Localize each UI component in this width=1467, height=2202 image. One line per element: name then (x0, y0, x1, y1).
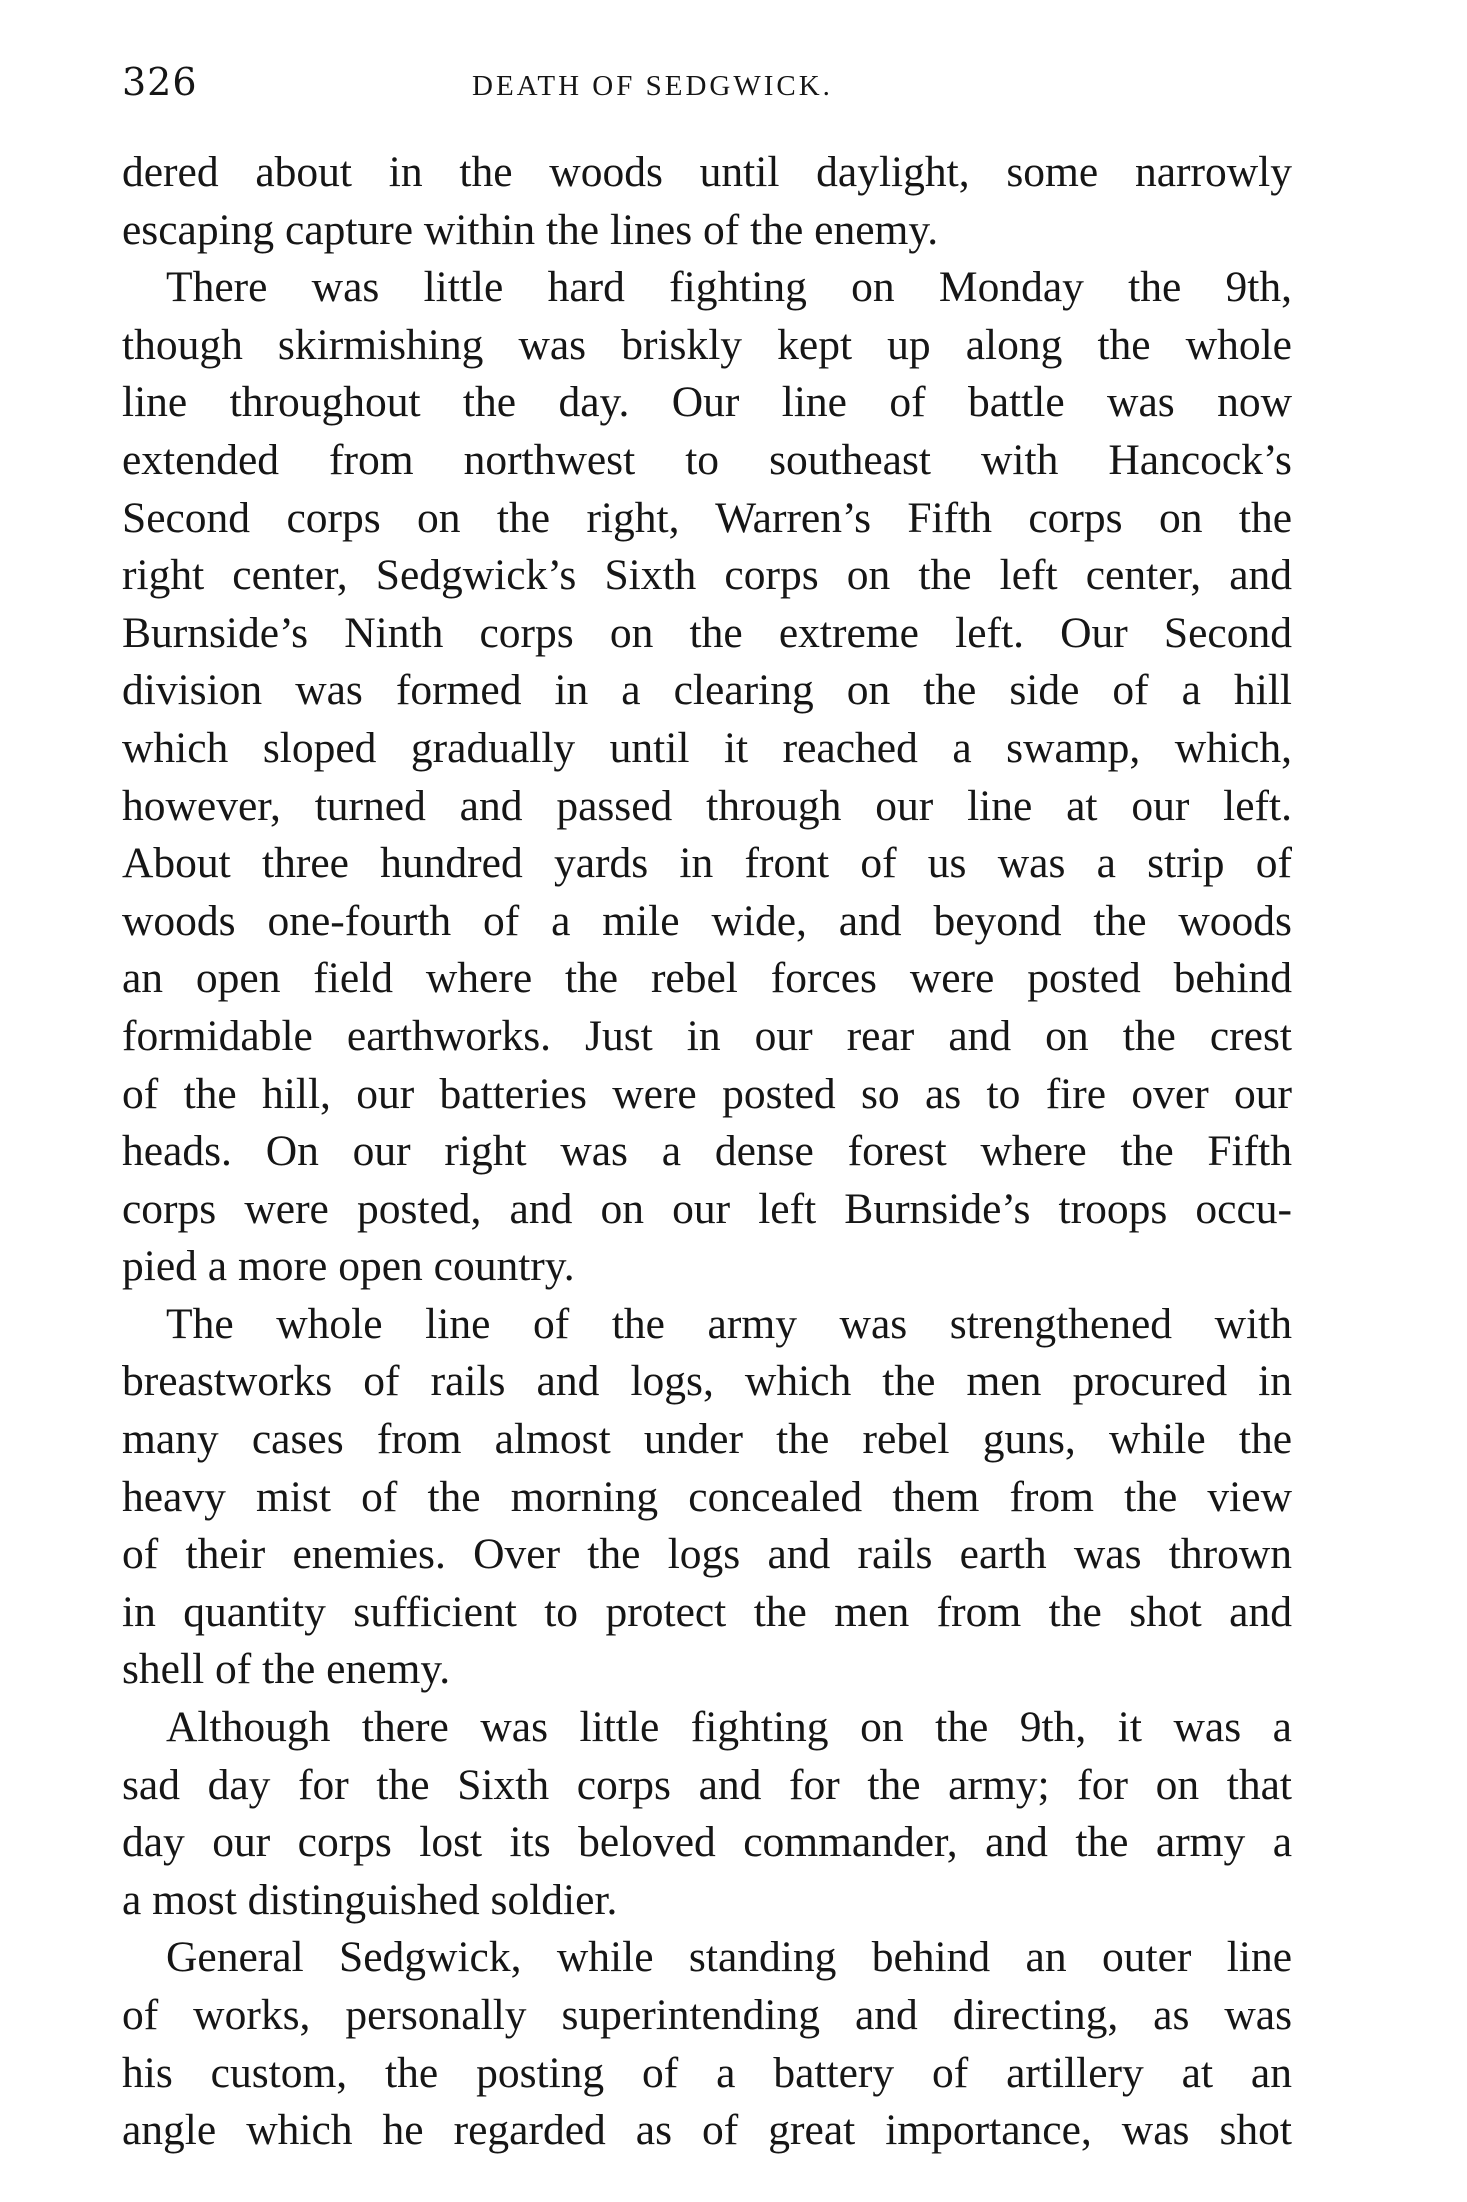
text-line: his custom, the posting of a battery of artillery at an (122, 2048, 1292, 2097)
text-line: a most distinguished soldier. (122, 1875, 618, 1924)
text-line: however, turned and passed through our line at our left. (122, 781, 1292, 830)
text-line: shell of the enemy. (122, 1645, 451, 1694)
text-line: heavy mist of the morning concealed them from the view (122, 1472, 1292, 1521)
paragraph (122, 1929, 1292, 2159)
text-line: of their enemies. Over the logs and rails earth was thrown (122, 1530, 1292, 1579)
text-line: of the hill, our batteries were posted so as to fire over our (122, 1069, 1292, 1118)
paragraph (122, 1296, 1292, 1699)
text-line: breastworks of rails and logs, which the men procured in (122, 1357, 1292, 1406)
text-line: many cases from almost under the rebel guns, while the (122, 1415, 1292, 1464)
text-line: an open field where the rebel forces were posted behind (122, 954, 1292, 1003)
text-line: escaping capture within the lines of the enemy. (122, 205, 939, 254)
text-line: of works, personally superintending and directing, as was (122, 1991, 1292, 2039)
text-line: Second corps on the right, Warren’s Fifth corps on the (122, 493, 1292, 542)
text-line: About three hundred yards in front of us was a strip of (122, 839, 1292, 888)
paragraph (122, 1699, 1292, 1929)
text-line: division was formed in a clearing on the side of a hill (122, 666, 1292, 715)
text-line: day our corps lost its beloved commander, and the army a (122, 1818, 1292, 1867)
text-line: There was little hard fighting on Monday the 9th, (166, 263, 1292, 312)
text-line: in quantity sufficient to protect the men from the shot and (122, 1587, 1292, 1636)
page-header (122, 60, 1292, 120)
text-line: pied a more open country. (122, 1242, 575, 1291)
text-line: corps were posted, and on our left Burnside’s troops occu- (122, 1184, 1292, 1233)
page-number: 326 (122, 60, 198, 104)
text-line: which sloped gradually until it reached a swamp, which, (122, 723, 1292, 772)
text-line: General Sedgwick, while standing behind an outer line (166, 1933, 1292, 1982)
paragraph (122, 144, 1292, 259)
text-line: Although there was little fighting on the 9th, it was a (166, 1703, 1292, 1752)
text-line: right center, Sedgwick’s Sixth corps on the left center, and (122, 551, 1292, 600)
text-line: The whole line of the army was strengthened with (166, 1299, 1292, 1348)
paragraph (122, 259, 1292, 1296)
text-line: extended from northwest to southeast with Hancock’s (122, 435, 1292, 484)
text-line: heads. On our right was a dense forest where the Fifth (122, 1127, 1292, 1176)
text-line: formidable earthworks. Just in our rear and on the crest (122, 1011, 1292, 1060)
text-line: though skirmishing was briskly kept up along the whole (122, 320, 1292, 369)
running-title: DEATH OF SEDGWICK. (472, 70, 833, 102)
body-text (122, 144, 1292, 2160)
text-line: Burnside’s Ninth corps on the extreme left. Our Second (122, 608, 1292, 657)
text-line: line throughout the day. Our line of battle was now (122, 378, 1292, 427)
text-line: dered about in the woods until daylight, some narrowly (122, 148, 1292, 196)
text-line: sad day for the Sixth corps and for the army; for on that (122, 1760, 1292, 1809)
text-line: angle which he regarded as of great importance, was shot (122, 2106, 1292, 2155)
text-line: woods one-fourth of a mile wide, and beyond the woods (122, 896, 1292, 945)
